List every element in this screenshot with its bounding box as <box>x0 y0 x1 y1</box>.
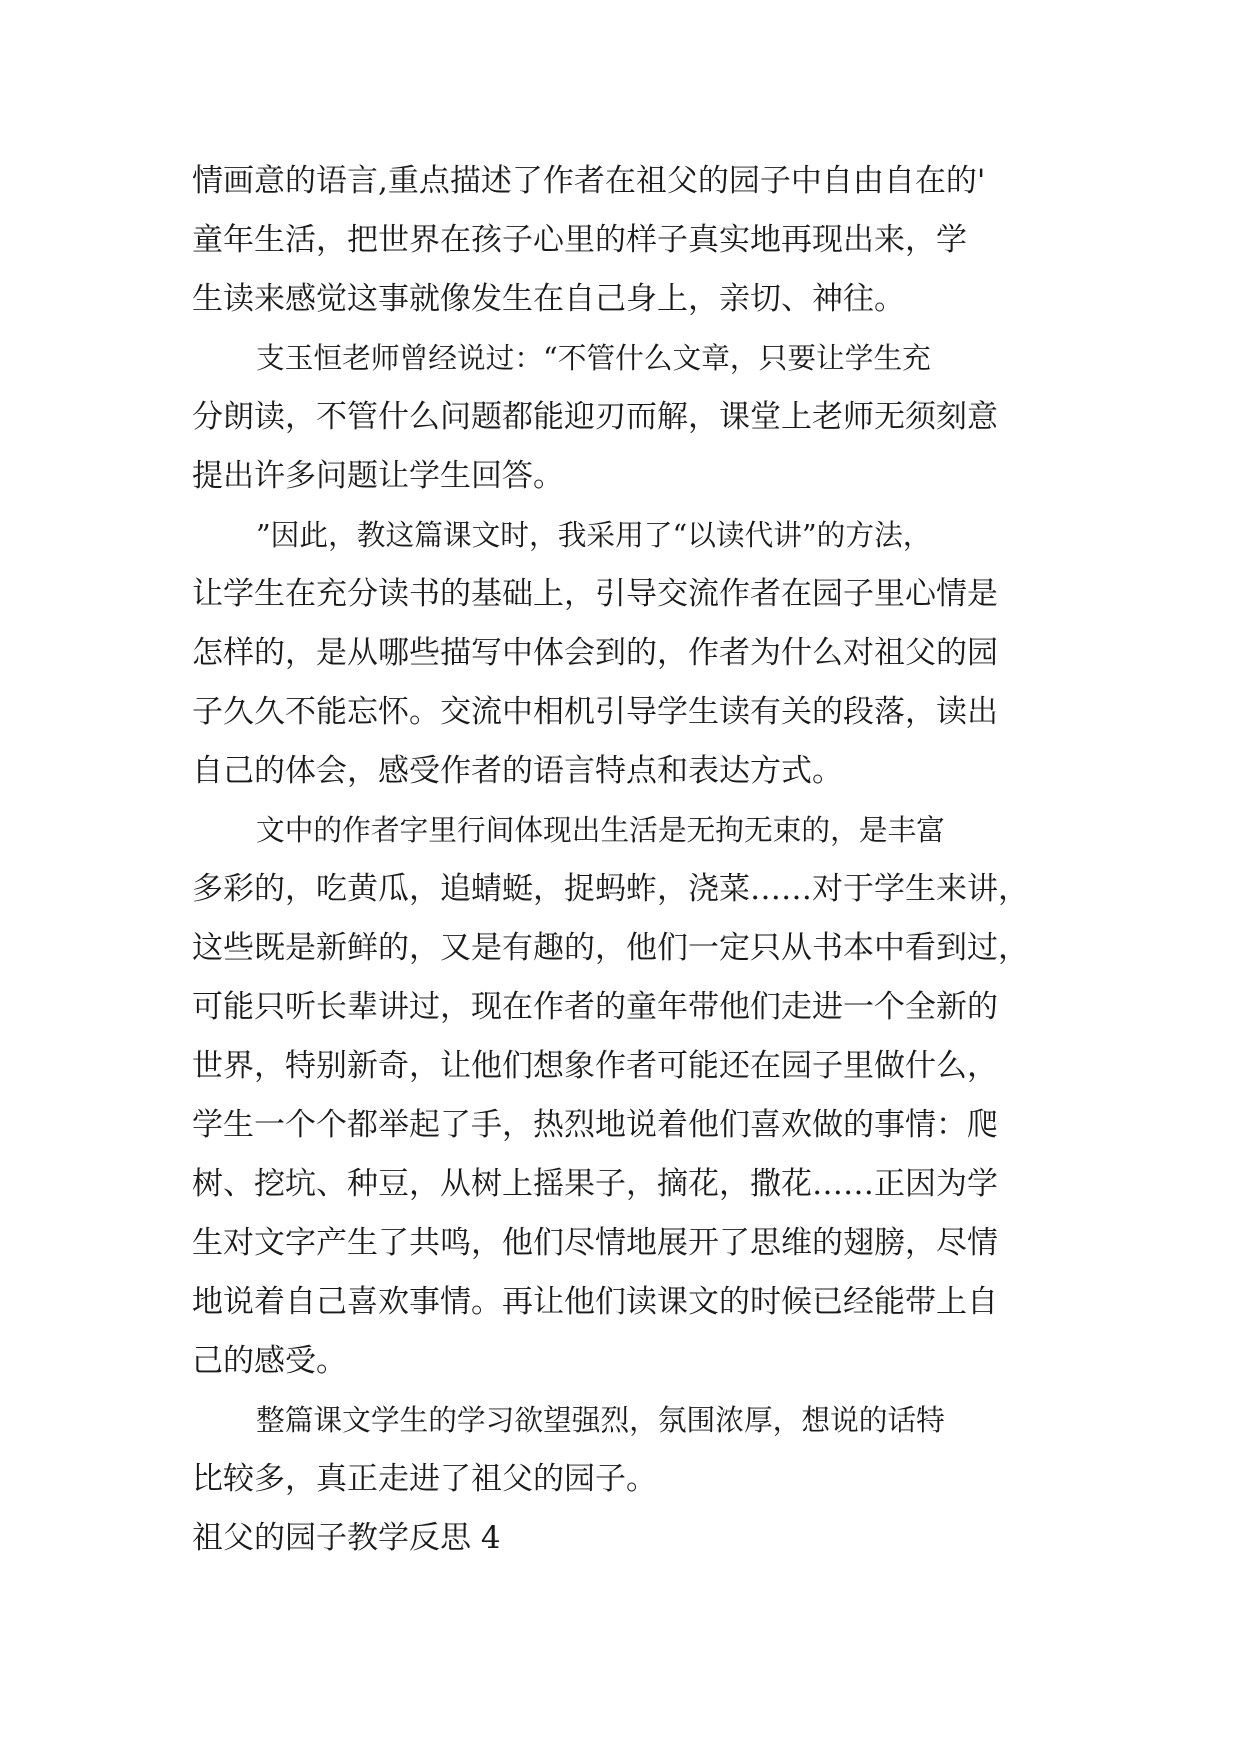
section-heading <box>192 1509 1062 1568</box>
text-line: 多彩的，吃黄瓜，追蜻蜓，捉蚂蚱，浇菜……对于学生来讲， <box>192 871 1029 907</box>
text-line: ”因此，教这篇课文时，我采用了“以读代讲”的方法， <box>256 518 932 552</box>
text-line: 提出许多问题让学生回答。 <box>192 458 564 494</box>
text-line: 情画意的语言,重点描述了作者在祖父的园子中自由自在的' <box>192 163 986 199</box>
text-line: 生读来感觉这事就像发生在自己身上，亲切、神往。 <box>192 281 905 317</box>
text-line: 让学生在充分读书的基础上，引导交流作者在园子里心情是 <box>192 576 998 612</box>
text-line: 怎样的，是从哪些描写中体会到的，作者为什么对祖父的园 <box>192 635 998 671</box>
text-line: 树、挖坑、种豆，从树上摇果子，摘花，撒花……正因为学 <box>192 1166 998 1202</box>
paragraph-3 <box>192 506 1062 801</box>
text-line: 这些既是新鲜的，又是有趣的，他们一定只从书本中看到过， <box>192 930 1029 966</box>
text-line: 生对文字产生了共鸣，他们尽情地展开了思维的翅膀，尽情 <box>192 1225 998 1261</box>
text-line: 可能只听长辈讲过，现在作者的童年带他们走进一个全新的 <box>192 989 998 1025</box>
text-line: 己的感受。 <box>192 1343 347 1379</box>
text-line: 学生一个个都举起了手，热烈地说着他们喜欢做的事情：爬 <box>192 1107 998 1143</box>
text-line: 比较多，真正走进了祖父的园子。 <box>192 1461 657 1497</box>
text-line: 分朗读，不管什么问题都能迎刃而解，课堂上老师无须刻意 <box>192 399 998 435</box>
text-line: 地说着自己喜欢事情。再让他们读课文的时候已经能带上自 <box>192 1284 998 1320</box>
text-line: 整篇课文学生的学习欲望强烈，氛围浓厚，想说的话特 <box>256 1403 945 1437</box>
text-line: 世界，特别新奇，让他们想象作者可能还在园子里做什么， <box>192 1048 998 1084</box>
paragraph-5 <box>192 1391 1062 1509</box>
text-line: 文中的作者字里行间体现出生活是无拘无束的，是丰富 <box>256 813 945 847</box>
paragraph-2 <box>192 329 1062 506</box>
text-line: 子久久不能忘怀。交流中相机引导学生读有关的段落，读出 <box>192 694 998 730</box>
text-line: 童年生活，把世界在孩子心里的样子真实地再现出来，学 <box>192 222 967 258</box>
document-body <box>192 152 1062 1568</box>
paragraph-4 <box>192 801 1062 1391</box>
section-heading-text: 祖父的园子教学反思 4 <box>192 1520 501 1556</box>
text-line: 支玉恒老师曾经说过：“不管什么文章，只要让学生充 <box>256 341 931 375</box>
text-line: 自己的体会，感受作者的语言特点和表达方式。 <box>192 753 843 789</box>
paragraph-1 <box>192 152 1062 329</box>
